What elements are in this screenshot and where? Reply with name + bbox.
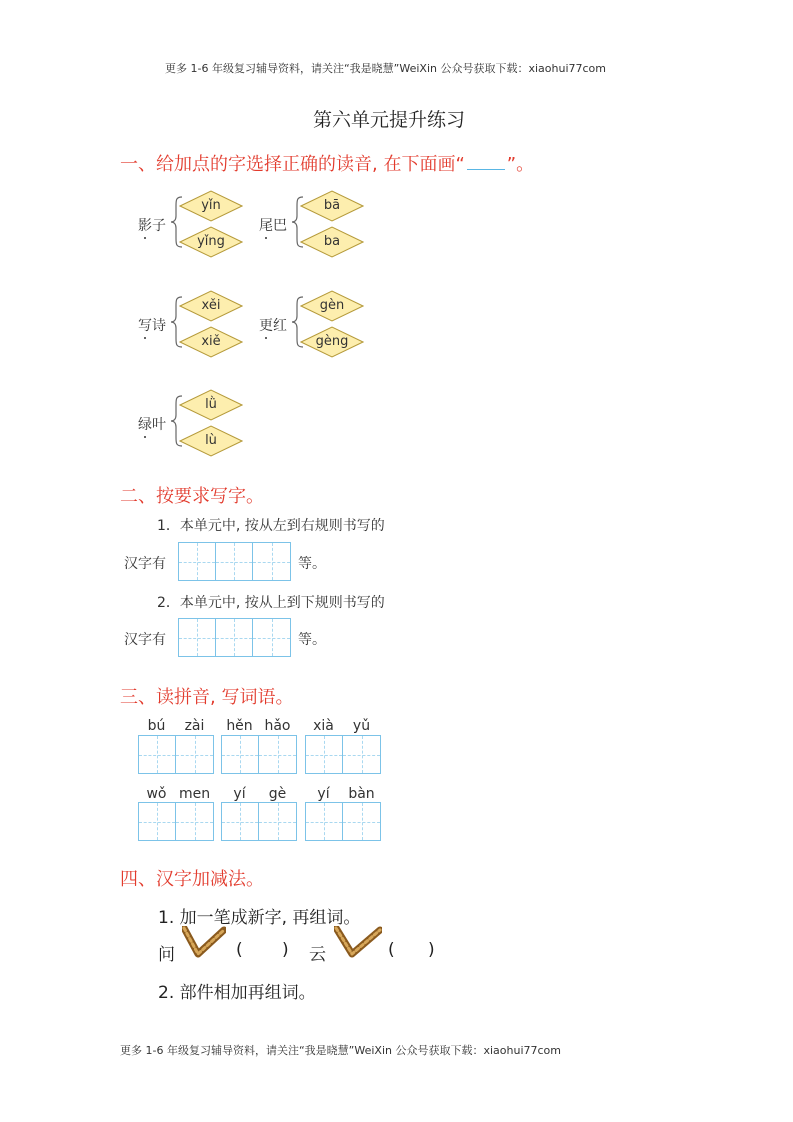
section1-word	[259, 315, 287, 335]
grid-cell[interactable]	[222, 736, 259, 773]
pinyin-syllable: wǒ	[146, 786, 167, 802]
grid-cell[interactable]	[179, 543, 216, 580]
section1-word	[259, 215, 287, 235]
pinyin-syllable: xià	[313, 718, 334, 734]
pinyin-syllable: yí	[317, 786, 330, 802]
plain-char: 诗	[152, 318, 166, 334]
pinyin-text: lǜ	[205, 397, 217, 412]
section2-q1-line: 1．本单元中, 按从左到右规则书写的	[157, 518, 385, 534]
pinyin-option[interactable]	[300, 226, 364, 258]
pinyin-text: yǐn	[201, 198, 221, 213]
grid-cell[interactable]	[343, 803, 380, 840]
word-writing-grid[interactable]	[138, 735, 214, 774]
footer-note: 更多 1-6 年级复习辅导资料，请关注“我是晓慧”WeiXin 公众号获取下载：xiaohui77com	[120, 1044, 561, 1057]
grid-cell[interactable]	[306, 736, 343, 773]
pinyin-syllable: hǎo	[264, 718, 291, 734]
grid-cell[interactable]	[176, 736, 213, 773]
section2-heading: 二、按要求写字。	[120, 486, 264, 507]
paren-open-a: (	[236, 940, 243, 960]
page-title: 第六单元提升练习	[313, 109, 466, 131]
pinyin-option[interactable]	[300, 290, 364, 322]
grid-cell[interactable]	[259, 803, 296, 840]
grid-cell[interactable]	[179, 619, 216, 656]
section2-q1-prefix: 汉字有	[124, 556, 166, 572]
grid-cell[interactable]	[253, 543, 290, 580]
grid-cell[interactable]	[259, 736, 296, 773]
pinyin-syllable: gè	[268, 786, 287, 802]
pinyin-text: xiě	[201, 334, 221, 349]
paren-open-b: (	[388, 940, 395, 960]
pinyin-option[interactable]	[179, 425, 243, 457]
pinyin-option[interactable]	[179, 190, 243, 222]
pinyin-text: xěi	[201, 298, 221, 313]
section3-heading: 三、读拼音, 写词语。	[120, 687, 294, 708]
plain-char: 叶	[152, 417, 166, 433]
grid-cell[interactable]	[343, 736, 380, 773]
grid-cell[interactable]	[306, 803, 343, 840]
section2-q2-prefix: 汉字有	[124, 632, 166, 648]
word-writing-grid[interactable]	[305, 802, 381, 841]
underline-sample	[467, 155, 505, 170]
pinyin-syllable: hěn	[226, 718, 253, 734]
grid-cell[interactable]	[176, 803, 213, 840]
dotted-char: 写	[138, 315, 152, 335]
pinyin-text: yǐng	[197, 234, 225, 249]
section4-heading: 四、汉字加减法。	[120, 869, 264, 890]
pinyin-syllable: bàn	[348, 786, 375, 802]
dotted-char: 影	[138, 215, 152, 235]
section1-word	[138, 414, 166, 434]
pinyin-option[interactable]	[179, 226, 243, 258]
section2-q1-grid[interactable]	[178, 542, 291, 581]
section1-heading-post: ”。	[506, 154, 535, 175]
section2-q2-suffix: 等。	[298, 632, 326, 648]
pinyin-syllable: yí	[233, 786, 246, 802]
pinyin-option[interactable]	[179, 290, 243, 322]
section1-word	[138, 215, 166, 235]
section2-q2-line: 2．本单元中, 按从上到下规则书写的	[157, 595, 385, 611]
pinyin-option[interactable]	[300, 326, 364, 358]
section2-q1-suffix: 等。	[298, 556, 326, 572]
pinyin-option[interactable]	[179, 326, 243, 358]
pinyin-syllable: zài	[184, 718, 205, 734]
pinyin-syllable: yǔ	[352, 718, 371, 734]
word-writing-grid[interactable]	[221, 735, 297, 774]
dotted-char: 更	[259, 315, 273, 335]
pinyin-option[interactable]	[300, 190, 364, 222]
grid-cell[interactable]	[139, 736, 176, 773]
pinyin-text: bā	[323, 198, 341, 213]
section1-word	[138, 315, 166, 335]
header-note: 更多 1-6 年级复习辅导资料，请关注“我是晓慧”WeiXin 公众号获取下载：xiaohui77com	[165, 62, 606, 75]
pinyin-syllable: bú	[147, 718, 166, 734]
pinyin-text: gèng	[315, 334, 349, 349]
section4-q1: 1. 加一笔成新字, 再组词。	[158, 908, 361, 928]
grid-cell[interactable]	[216, 619, 253, 656]
checkmark-rope-icon	[334, 926, 382, 960]
checkmark-rope-icon	[182, 926, 226, 960]
pinyin-option[interactable]	[179, 389, 243, 421]
dotted-char: 绿	[138, 414, 152, 434]
pinyin-syllable: men	[178, 786, 211, 802]
grid-cell[interactable]	[222, 803, 259, 840]
pinyin-text: ba	[323, 234, 341, 249]
plain-char: 巴	[273, 218, 287, 234]
dotted-char: 尾	[259, 215, 273, 235]
plain-char: 红	[273, 318, 287, 334]
plain-char: 子	[152, 218, 166, 234]
grid-cell[interactable]	[216, 543, 253, 580]
grid-cell[interactable]	[139, 803, 176, 840]
word-writing-grid[interactable]	[138, 802, 214, 841]
paren-close-a[interactable]: )	[282, 940, 289, 960]
word-writing-grid[interactable]	[305, 735, 381, 774]
section1-heading	[120, 150, 534, 176]
word-writing-grid[interactable]	[221, 802, 297, 841]
q1-char-b: 云	[309, 945, 326, 965]
paren-close-b[interactable]: )	[428, 940, 435, 960]
pinyin-text: lù	[205, 433, 217, 448]
pinyin-text: gèn	[319, 298, 345, 313]
q1-char-a: 问	[158, 945, 175, 965]
section1-heading-pre: 一、给加点的字选择正确的读音, 在下面画“	[120, 154, 465, 175]
section2-q2-grid[interactable]	[178, 618, 291, 657]
grid-cell[interactable]	[253, 619, 290, 656]
section4-q2: 2. 部件相加再组词。	[158, 983, 316, 1003]
